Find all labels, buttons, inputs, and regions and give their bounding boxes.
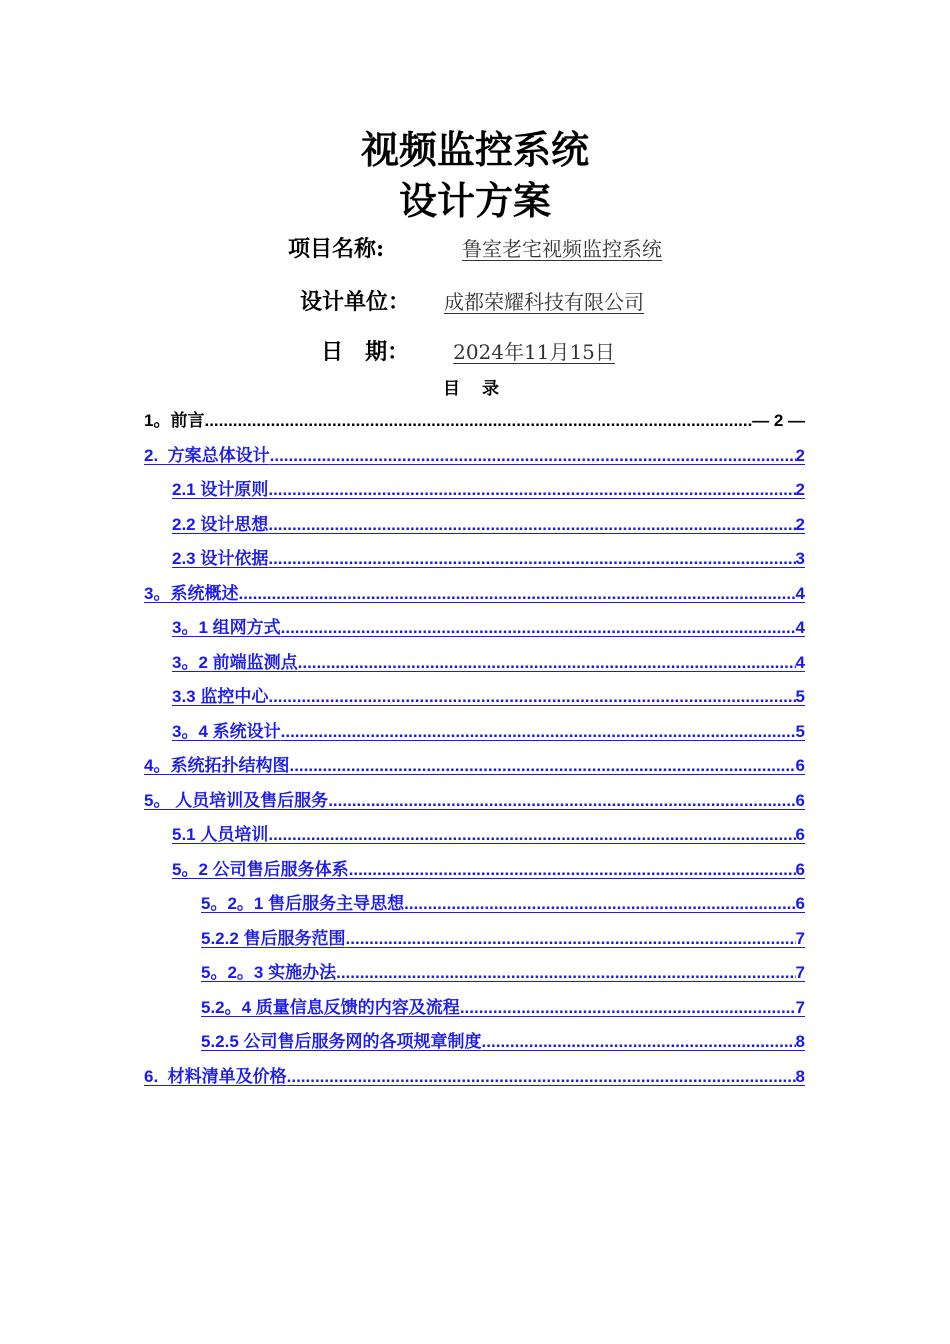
toc-leader xyxy=(287,1060,796,1095)
toc-entry-title: 5。2。3 实施办法 xyxy=(201,963,337,982)
toc-entry-system-overview[interactable] xyxy=(144,577,805,612)
toc-leader xyxy=(328,784,795,819)
toc-leader xyxy=(482,1025,796,1060)
toc-leader xyxy=(268,818,795,853)
toc-entry-service-system[interactable] xyxy=(144,853,805,888)
toc-leader xyxy=(346,922,796,957)
toc-entry-page: 8 xyxy=(795,1032,805,1051)
toc-entry-title: 5.2。4 质量信息反馈的内容及流程 xyxy=(201,997,460,1017)
toc-leader xyxy=(270,439,796,474)
toc-entry-page: 8 xyxy=(795,1066,805,1086)
toc-entry-page: 2 xyxy=(795,445,805,465)
project-name-value: 鲁室老宅视频监控系统 xyxy=(462,237,663,261)
toc-entry-page: 4 xyxy=(795,652,805,672)
toc-leader xyxy=(298,646,796,681)
toc-leader xyxy=(336,956,795,991)
toc-entry-title: 5。2 公司售后服务体系 xyxy=(172,859,349,879)
date-label-part1: 日 xyxy=(321,339,344,365)
toc-entry-monitoring-center[interactable] xyxy=(144,680,805,715)
toc-entry-page: 4 xyxy=(795,618,805,637)
toc-entry-training-service[interactable] xyxy=(144,784,805,819)
toc-leader xyxy=(204,404,752,439)
toc-entry-front-end-points[interactable] xyxy=(144,646,805,681)
toc-entry-overall-design[interactable] xyxy=(144,439,805,474)
toc-entry-service-philosophy[interactable] xyxy=(144,887,805,922)
design-unit-row xyxy=(0,285,950,316)
toc-entry-staff-training[interactable] xyxy=(144,818,805,853)
toc-entry-title: 3.3 监控中心 xyxy=(172,687,269,706)
toc-entry-title: 5。 人员培训及售后服务 xyxy=(144,790,329,810)
toc-entry-page: 2 xyxy=(795,514,805,534)
toc-leader xyxy=(404,887,795,922)
document-title-line1: 视频监控系统 xyxy=(360,127,589,172)
toc-leader xyxy=(268,508,795,543)
toc-entry-preface[interactable] xyxy=(144,404,805,439)
toc-leader xyxy=(268,680,795,715)
toc-entry-page: 4 xyxy=(795,583,805,603)
design-unit-label: 设计单位： xyxy=(299,289,410,315)
toc-entry-title: 2. 方案总体设计 xyxy=(144,445,270,465)
toc-entry-page: 5 xyxy=(795,721,805,741)
toc-entry-design-principles[interactable] xyxy=(144,473,805,508)
toc-entry-topology[interactable] xyxy=(144,749,805,784)
project-name-label: 项目名称: xyxy=(287,236,385,262)
toc-entry-page: 6 xyxy=(795,790,805,810)
toc-entry-title: 2.2 设计思想 xyxy=(172,514,269,534)
toc-entry-networking[interactable] xyxy=(144,611,805,646)
toc-entry-title: 5.2.5 公司售后服务网的各项规章制度 xyxy=(201,1032,482,1051)
toc-entry-title: 5。2。1 售后服务主导思想 xyxy=(201,894,405,913)
toc-entry-title: 3。2 前端监测点 xyxy=(172,652,298,672)
toc-leader xyxy=(268,542,795,577)
toc-leader xyxy=(460,991,796,1026)
toc-entry-page: 7 xyxy=(795,997,805,1017)
toc-entry-title: 1。前言 xyxy=(144,411,205,430)
toc-entry-page: 3 xyxy=(795,549,805,568)
toc-entry-design-basis[interactable] xyxy=(144,542,805,577)
toc-entry-title: 6. 材料清单及价格 xyxy=(144,1066,287,1086)
toc-leader xyxy=(238,577,795,612)
toc-entry-title: 3。系统概述 xyxy=(144,583,239,603)
toc-entry-title: 3。4 系统设计 xyxy=(172,721,281,741)
toc-entry-material-list[interactable] xyxy=(144,1060,805,1095)
toc-leader xyxy=(281,611,796,646)
toc-heading: 目 录 xyxy=(443,379,507,399)
toc-leader xyxy=(281,715,796,750)
toc-entry-page: 6 xyxy=(795,859,805,879)
date-row xyxy=(0,335,950,366)
toc-entry-title: 5.2.2 售后服务范围 xyxy=(201,928,346,948)
toc-entry-title: 5.1 人员培训 xyxy=(172,825,269,844)
design-unit-value: 成都荣耀科技有限公司 xyxy=(444,290,644,314)
toc-entry-page: — 2 — xyxy=(752,411,805,430)
date-value: 2024年11月15日 xyxy=(453,340,615,364)
date-label-part2: 期： xyxy=(365,339,410,365)
toc-entry-page: 7 xyxy=(795,963,805,982)
toc-entry-page: 7 xyxy=(795,928,805,948)
toc-leader xyxy=(289,749,795,784)
toc-entry-title: 4。系统拓扑结构图 xyxy=(144,756,290,775)
toc-entry-quality-feedback[interactable] xyxy=(144,991,805,1026)
document-title-line2: 设计方案 xyxy=(398,178,551,223)
toc-entry-page: 2 xyxy=(795,480,805,499)
toc-entry-page: 5 xyxy=(795,687,805,706)
toc-leader xyxy=(268,473,795,508)
toc-entry-page: 6 xyxy=(795,894,805,913)
project-name-row xyxy=(0,232,950,263)
toc-entry-system-design[interactable] xyxy=(144,715,805,750)
toc-entry-title: 2.3 设计依据 xyxy=(172,549,269,568)
toc-entry-implementation[interactable] xyxy=(144,956,805,991)
toc-entry-page: 6 xyxy=(795,756,805,775)
toc-entry-title: 2.1 设计原则 xyxy=(172,480,269,499)
table-of-contents xyxy=(144,404,805,1094)
toc-entry-service-regulations[interactable] xyxy=(144,1025,805,1060)
date-label xyxy=(321,335,409,366)
toc-entry-service-scope[interactable] xyxy=(144,922,805,957)
toc-entry-design-ideas[interactable] xyxy=(144,508,805,543)
toc-entry-title: 3。1 组网方式 xyxy=(172,618,281,637)
toc-entry-page: 6 xyxy=(795,825,805,844)
toc-leader xyxy=(349,853,796,888)
